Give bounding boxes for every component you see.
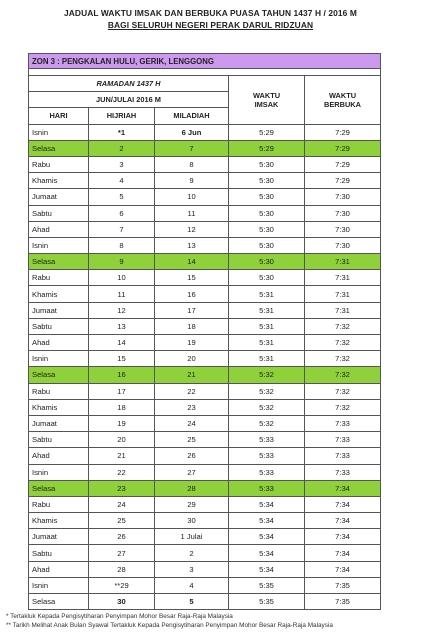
- imsak-cell: 5:31: [229, 335, 305, 351]
- miladiah-cell: 30: [155, 513, 229, 529]
- table-row: [29, 335, 381, 351]
- hari-cell: Selasa: [29, 254, 89, 270]
- table-row: [29, 156, 381, 172]
- hijriah-cell: 5: [89, 189, 155, 205]
- miladiah-cell: 1 Julai: [155, 529, 229, 545]
- miladiah-cell: 7: [155, 140, 229, 156]
- hijriah-cell: 16: [89, 367, 155, 383]
- berbuka-cell: 7:33: [305, 432, 381, 448]
- hijriah-cell: 2: [89, 140, 155, 156]
- hijriah-cell: 30: [89, 594, 155, 610]
- hari-cell: Jumaat: [29, 302, 89, 318]
- hari-cell: Khamis: [29, 513, 89, 529]
- miladiah-cell: 24: [155, 415, 229, 431]
- miladiah-cell: 14: [155, 254, 229, 270]
- hari-cell: Rabu: [29, 496, 89, 512]
- table-row: [29, 270, 381, 286]
- berbuka-cell: 7:30: [305, 221, 381, 237]
- berbuka-cell: 7:32: [305, 335, 381, 351]
- zone-label: ZON 3 : PENGKALAN HULU, GERIK, LENGGONG: [29, 54, 381, 69]
- berbuka-cell: 7:32: [305, 383, 381, 399]
- hari-cell: Sabtu: [29, 545, 89, 561]
- hijriah-cell: 23: [89, 480, 155, 496]
- table-row: [29, 205, 381, 221]
- imsak-cell: 5:30: [229, 189, 305, 205]
- hari-cell: Selasa: [29, 140, 89, 156]
- berbuka-cell: 7:33: [305, 464, 381, 480]
- imsak-cell: 5:30: [229, 254, 305, 270]
- imsak-cell: 5:31: [229, 286, 305, 302]
- table-row: [29, 561, 381, 577]
- miladiah-cell: 28: [155, 480, 229, 496]
- hijriah-cell: 6: [89, 205, 155, 221]
- ramadan-header: RAMADAN 1437 H: [29, 76, 229, 92]
- hari-cell: Jumaat: [29, 415, 89, 431]
- berbuka-cell: 7:30: [305, 189, 381, 205]
- miladiah-cell: 26: [155, 448, 229, 464]
- hari-cell: Sabtu: [29, 205, 89, 221]
- hari-cell: Isnin: [29, 351, 89, 367]
- berbuka-cell: 7:32: [305, 318, 381, 334]
- hari-cell: Isnin: [29, 464, 89, 480]
- imsak-cell: 5:33: [229, 432, 305, 448]
- miladiah-cell: 8: [155, 156, 229, 172]
- berbuka-cell: 7:31: [305, 254, 381, 270]
- miladiah-cell: 6 Jun: [155, 124, 229, 140]
- imsak-cell: 5:31: [229, 318, 305, 334]
- table-row: [29, 189, 381, 205]
- hijriah-cell: 19: [89, 415, 155, 431]
- hijriah-cell: 14: [89, 335, 155, 351]
- hari-cell: Rabu: [29, 270, 89, 286]
- hijriah-cell: 15: [89, 351, 155, 367]
- table-row: [29, 545, 381, 561]
- hari-cell: Rabu: [29, 383, 89, 399]
- hijriah-cell: 22: [89, 464, 155, 480]
- hijriah-cell: 11: [89, 286, 155, 302]
- miladiah-cell: 4: [155, 577, 229, 593]
- imsak-cell: 5:35: [229, 594, 305, 610]
- hijriah-cell: 27: [89, 545, 155, 561]
- imsak-cell: 5:34: [229, 561, 305, 577]
- berbuka-cell: 7:35: [305, 594, 381, 610]
- hari-cell: Ahad: [29, 561, 89, 577]
- imsak-cell: 5:30: [229, 173, 305, 189]
- hijriah-cell: 7: [89, 221, 155, 237]
- miladiah-cell: 12: [155, 221, 229, 237]
- miladiah-cell: 18: [155, 318, 229, 334]
- miladiah-cell: 21: [155, 367, 229, 383]
- hijriah-cell: 20: [89, 432, 155, 448]
- hari-cell: Khamis: [29, 399, 89, 415]
- table-row: [29, 594, 381, 610]
- table-row: [29, 464, 381, 480]
- miladiah-cell: 11: [155, 205, 229, 221]
- hari-cell: Selasa: [29, 367, 89, 383]
- miladiah-cell: 23: [155, 399, 229, 415]
- hijriah-cell: 18: [89, 399, 155, 415]
- hari-cell: Khamis: [29, 173, 89, 189]
- hijriah-cell: 10: [89, 270, 155, 286]
- table-row: [29, 302, 381, 318]
- berbuka-cell: 7:32: [305, 367, 381, 383]
- table-row: [29, 480, 381, 496]
- imsak-cell: 5:33: [229, 480, 305, 496]
- footnote: * Tertakluk Kepada Pengisytiharan Penyimpan Mohor Besar Raja-Raja Malaysia: [6, 613, 233, 620]
- berbuka-cell: 7:30: [305, 237, 381, 253]
- hari-cell: Sabtu: [29, 318, 89, 334]
- table-row: [29, 173, 381, 189]
- hijriah-cell: **29: [89, 577, 155, 593]
- hijriah-cell: 9: [89, 254, 155, 270]
- imsak-cell: 5:34: [229, 545, 305, 561]
- imsak-cell: 5:34: [229, 496, 305, 512]
- miladiah-cell: 22: [155, 383, 229, 399]
- berbuka-cell: 7:29: [305, 173, 381, 189]
- imsak-cell: 5:32: [229, 367, 305, 383]
- imsak-cell: 5:31: [229, 351, 305, 367]
- imsak-cell: 5:30: [229, 156, 305, 172]
- hari-cell: Isnin: [29, 577, 89, 593]
- spacer-row: [29, 69, 381, 76]
- footnote: ** Tarikh Melihat Anak Bulan Syawal Tertakluk Kepada Pengisytiharan Penyimpan Mohor Besar Raja-Raja Malaysia: [6, 622, 333, 629]
- zone-row: [29, 54, 381, 69]
- table-row: [29, 124, 381, 140]
- berbuka-cell: 7:31: [305, 286, 381, 302]
- miladiah-cell: 25: [155, 432, 229, 448]
- berbuka-cell: 7:32: [305, 351, 381, 367]
- imsak-cell: 5:32: [229, 383, 305, 399]
- miladiah-cell: 9: [155, 173, 229, 189]
- table-row: [29, 432, 381, 448]
- hari-cell: Ahad: [29, 335, 89, 351]
- month-header: JUN/JULAI 2016 M: [29, 92, 229, 108]
- miladiah-header: MILADIAH: [155, 108, 229, 124]
- miladiah-cell: 20: [155, 351, 229, 367]
- hari-cell: Jumaat: [29, 189, 89, 205]
- berbuka-cell: 7:34: [305, 545, 381, 561]
- hijriah-cell: 21: [89, 448, 155, 464]
- miladiah-cell: 3: [155, 561, 229, 577]
- hari-cell: Jumaat: [29, 529, 89, 545]
- hijriah-cell: 4: [89, 173, 155, 189]
- table-row: [29, 383, 381, 399]
- imsak-cell: 5:32: [229, 399, 305, 415]
- hijriah-cell: 13: [89, 318, 155, 334]
- miladiah-cell: 10: [155, 189, 229, 205]
- hijriah-cell: 8: [89, 237, 155, 253]
- hari-cell: Ahad: [29, 448, 89, 464]
- table-row: [29, 448, 381, 464]
- miladiah-cell: 16: [155, 286, 229, 302]
- table-row: [29, 140, 381, 156]
- table-row: [29, 513, 381, 529]
- table-row: [29, 399, 381, 415]
- imsak-cell: 5:35: [229, 577, 305, 593]
- imsak-cell: 5:33: [229, 448, 305, 464]
- berbuka-cell: 7:31: [305, 270, 381, 286]
- berbuka-cell: 7:29: [305, 140, 381, 156]
- table-row: [29, 577, 381, 593]
- berbuka-cell: 7:31: [305, 302, 381, 318]
- miladiah-cell: 2: [155, 545, 229, 561]
- hari-cell: Isnin: [29, 237, 89, 253]
- table-row: [29, 254, 381, 270]
- berbuka-cell: 7:34: [305, 480, 381, 496]
- berbuka-cell: 7:33: [305, 415, 381, 431]
- miladiah-cell: 15: [155, 270, 229, 286]
- berbuka-cell: 7:34: [305, 529, 381, 545]
- table-row: [29, 367, 381, 383]
- imsak-cell: 5:29: [229, 124, 305, 140]
- hijriah-cell: 26: [89, 529, 155, 545]
- hari-cell: Ahad: [29, 221, 89, 237]
- berbuka-cell: 7:35: [305, 577, 381, 593]
- table-row: [29, 415, 381, 431]
- hijriah-cell: 12: [89, 302, 155, 318]
- schedule-table: [28, 53, 381, 610]
- table-row: [29, 286, 381, 302]
- hari-cell: Sabtu: [29, 432, 89, 448]
- miladiah-cell: 27: [155, 464, 229, 480]
- berbuka-cell: 7:34: [305, 513, 381, 529]
- table-row: [29, 351, 381, 367]
- hari-cell: Khamis: [29, 286, 89, 302]
- hari-cell: Rabu: [29, 156, 89, 172]
- table-row: [29, 237, 381, 253]
- hijriah-cell: 25: [89, 513, 155, 529]
- table-row: [29, 496, 381, 512]
- hari-header: HARI: [29, 108, 89, 124]
- hijriah-cell: 28: [89, 561, 155, 577]
- document-subtitle: BAGI SELURUH NEGERI PERAK DARUL RIDZUAN: [107, 20, 314, 30]
- hijriah-cell: 24: [89, 496, 155, 512]
- imsak-cell: 5:34: [229, 513, 305, 529]
- miladiah-cell: 17: [155, 302, 229, 318]
- header-row-ramadan: [29, 76, 381, 92]
- imsak-cell: 5:30: [229, 221, 305, 237]
- hijriah-cell: *1: [89, 124, 155, 140]
- berbuka-header: WAKTU BERBUKA: [305, 76, 381, 125]
- hari-cell: Selasa: [29, 594, 89, 610]
- imsak-cell: 5:29: [229, 140, 305, 156]
- miladiah-cell: 19: [155, 335, 229, 351]
- berbuka-cell: 7:30: [305, 205, 381, 221]
- berbuka-cell: 7:33: [305, 448, 381, 464]
- imsak-cell: 5:30: [229, 270, 305, 286]
- berbuka-cell: 7:29: [305, 124, 381, 140]
- berbuka-cell: 7:32: [305, 399, 381, 415]
- hijriah-header: HIJRIAH: [89, 108, 155, 124]
- miladiah-cell: 29: [155, 496, 229, 512]
- imsak-header: WAKTU IMSAK: [229, 76, 305, 125]
- table-row: [29, 529, 381, 545]
- miladiah-cell: 5: [155, 594, 229, 610]
- document-title: JADUAL WAKTU IMSAK DAN BERBUKA PUASA TAHUN 1437 H / 2016 M: [64, 8, 357, 18]
- imsak-cell: 5:30: [229, 237, 305, 253]
- imsak-cell: 5:33: [229, 464, 305, 480]
- table-row: [29, 221, 381, 237]
- berbuka-cell: 7:34: [305, 561, 381, 577]
- berbuka-cell: 7:34: [305, 496, 381, 512]
- hijriah-cell: 17: [89, 383, 155, 399]
- imsak-cell: 5:34: [229, 529, 305, 545]
- hari-cell: Isnin: [29, 124, 89, 140]
- hijriah-cell: 3: [89, 156, 155, 172]
- footnotes: [6, 612, 333, 630]
- hari-cell: Selasa: [29, 480, 89, 496]
- imsak-cell: 5:30: [229, 205, 305, 221]
- table-row: [29, 318, 381, 334]
- imsak-cell: 5:32: [229, 415, 305, 431]
- miladiah-cell: 13: [155, 237, 229, 253]
- berbuka-cell: 7:29: [305, 156, 381, 172]
- imsak-cell: 5:31: [229, 302, 305, 318]
